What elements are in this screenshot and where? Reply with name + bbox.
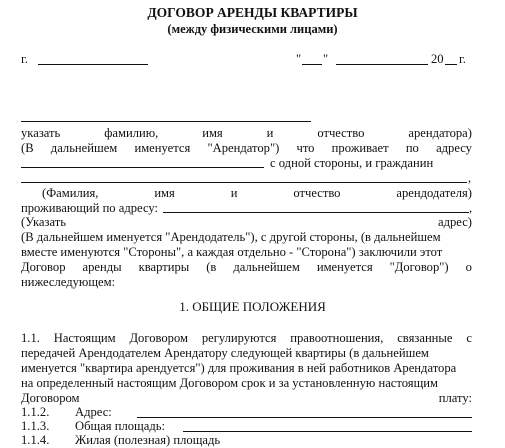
tenant-address-blank [21, 167, 264, 168]
year-suffix: г. [459, 52, 466, 66]
clause-1-1-line3: именуется "квартира арендуется") для проживания в ней работников Арендатора [21, 361, 457, 375]
item-address-blank [137, 417, 472, 418]
clause-1-1-line4: на определенный настоящим Договором срок и за установленную настоящим [21, 376, 438, 390]
item-total-area-blank [183, 431, 472, 432]
contract-designation: Договор аренды квартиры (в дальнейшем именуется "Договор") о [21, 260, 472, 274]
month-blank [336, 64, 428, 65]
landlord-address-comma: , [469, 201, 473, 215]
landlord-address-blank [163, 212, 469, 213]
item-label-total-area: Общая площадь: [75, 419, 165, 433]
tenant-designation: (В дальнейшем именуется "Арендатор") что проживает по адресу [21, 141, 472, 155]
tenant-name-hint: указать фамилию, имя и отчество арендатора) [21, 126, 472, 140]
landlord-name-hint: (Фамилия, имя и отчество арендодателя) [42, 186, 472, 200]
tenant-name-blank [21, 121, 311, 122]
contract-intro-end: нижеследующем: [21, 275, 116, 289]
day-blank [302, 64, 322, 65]
item-number: 1.1.4. [21, 433, 50, 447]
clause-1-1-line5: Договором плату: [21, 391, 472, 405]
year-blank [445, 64, 457, 65]
landlord-address-hint: (Указать адрес) [21, 215, 472, 229]
item-label-address: Адрес: [75, 405, 112, 419]
item-number: 1.1.3. [21, 419, 50, 433]
day-quote-open: " [296, 52, 302, 66]
clause-1-1-line1: 1.1. Настоящим Договором регулируются правоотношения, связанные с [21, 331, 472, 345]
city-prefix: г. [21, 52, 28, 66]
section-1-title: 1. ОБЩИЕ ПОЛОЖЕНИЯ [179, 299, 326, 314]
day-quote-close: " [323, 52, 329, 66]
landlord-address-label: проживающий по адресу: [21, 201, 158, 215]
landlord-name-blank [21, 182, 467, 183]
landlord-designation: (В дальнейшем именуется "Арендодатель"), с другой стороны, (в дальнейшем [21, 230, 441, 244]
city-blank [38, 64, 148, 65]
document-title: ДОГОВОР АРЕНДЫ КВАРТИРЫ [147, 5, 358, 20]
year-prefix: 20 [431, 52, 444, 66]
parties-designation: вместе именуются "Стороны", а каждая отдельно - "Сторона") заключили этот [21, 245, 443, 259]
clause-1-1-line2: передачей Арендодателем Арендатору следующей квартиры (в дальнейшем [21, 346, 429, 360]
document-subtitle: (между физическими лицами) [167, 22, 338, 36]
item-label-living-area: Жилая (полезная) площадь [75, 433, 221, 447]
tenant-address-tail: с одной стороны, и гражданин [270, 156, 434, 170]
landlord-name-comma: , [468, 171, 472, 185]
item-number: 1.1.2. [21, 405, 50, 419]
